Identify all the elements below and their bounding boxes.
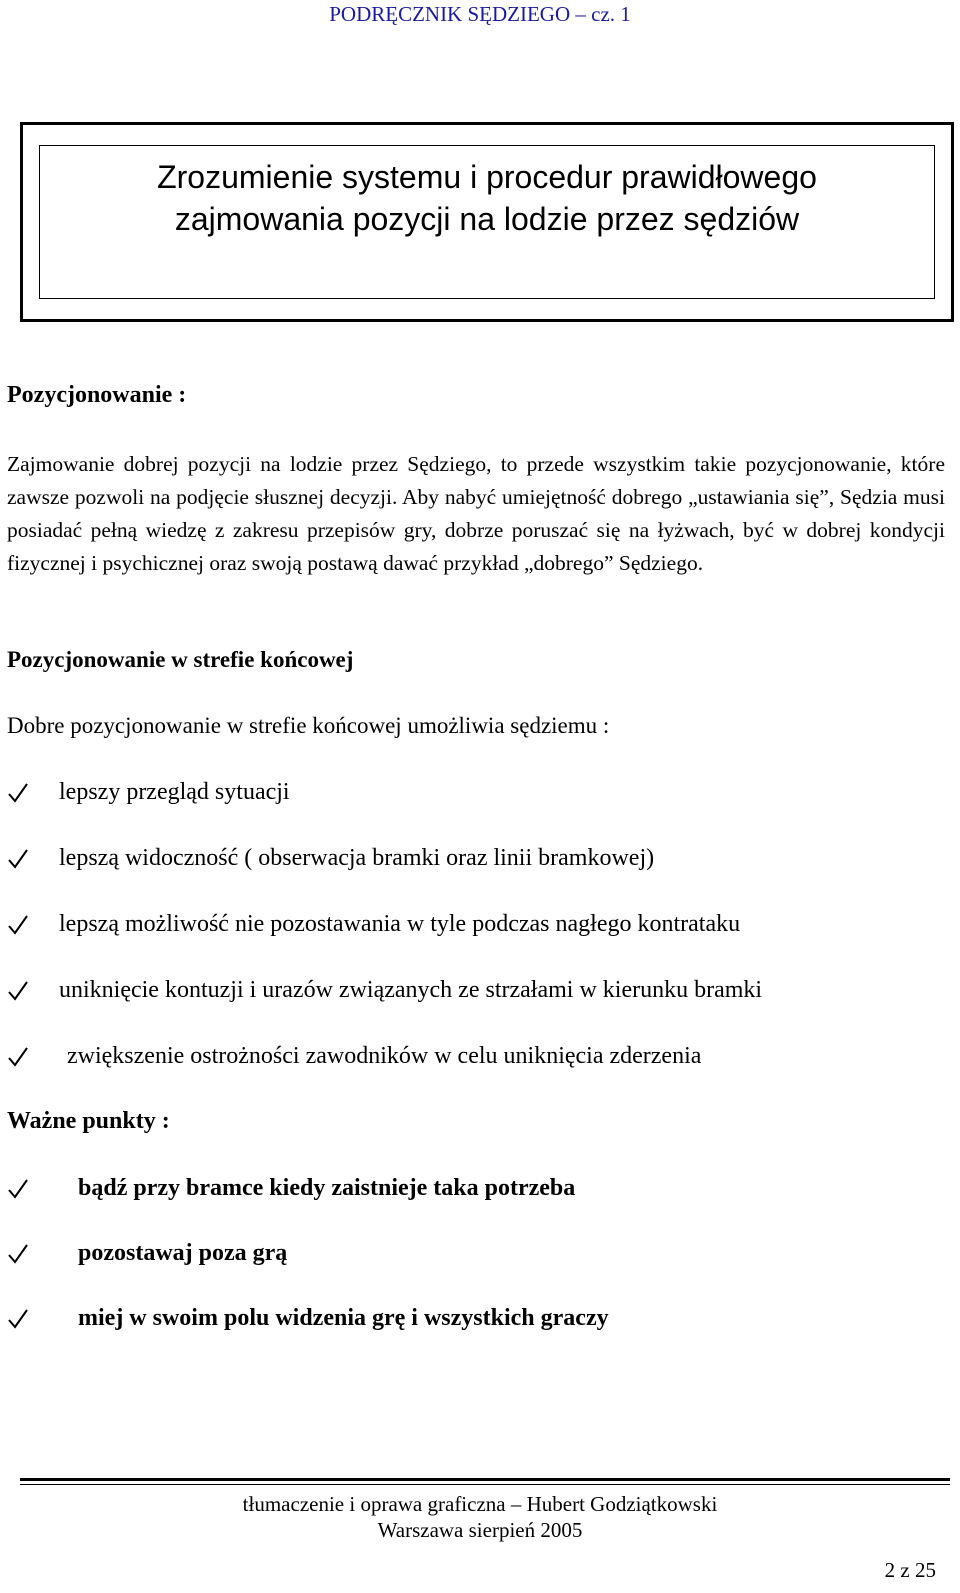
footer-credit: tłumaczenie i oprawa graficzna – Hubert Godziątkowski [242, 1492, 718, 1516]
list-item-text: uniknięcie kontuzji i urazów związanych ze strzałami w kierunku bramki [59, 977, 763, 1003]
title-box-inner [39, 145, 935, 299]
list-item-text: pozostawaj poza grą [78, 1240, 288, 1266]
checkmark-icon [7, 1177, 29, 1201]
checkmark-icon [7, 847, 29, 871]
section-heading-end-zone: Pozycjonowanie w strefie końcowej [7, 647, 354, 672]
checkmark-icon [7, 913, 29, 937]
footer-rule-thin [20, 1484, 950, 1485]
list-item-text: lepszy przegląd sytuacji [59, 779, 290, 805]
section-paragraph: Zajmowanie dobrej pozycji na lodzie przez Sędziego, to przede wszystkim takie pozycjonowanie, które zawsze pozwoli na podjęcie słusznej decyzji. Aby nabyć umiejętność dobrego „ustawiania się”, Sędzia musi posiadać pełną wiedzę z zakresu przepisów gry, dobrze poruszać się na łyżwach, być w dobrej kondycji fizycznej i psychicznej oraz swoją postawą dawać przykład „dobrego” Sędziego. [7, 452, 945, 575]
checkmark-icon [7, 781, 29, 805]
checkmark-icon [7, 1045, 29, 1069]
list-item-text: bądź przy bramce kiedy zaistnieje taka potrzeba [78, 1175, 576, 1201]
footer-date: Warszawa sierpień 2005 [377, 1518, 583, 1542]
footer-rule [20, 1478, 950, 1481]
document-title [40, 156, 934, 240]
section-heading-positioning: Pozycjonowanie : [7, 382, 187, 408]
running-header: PODRĘCZNIK SĘDZIEGO – cz. 1 [329, 2, 631, 26]
section-heading-key-points: Ważne punkty : [7, 1108, 170, 1134]
list-item-text: lepszą możliwość nie pozostawania w tyle podczas nagłego kontrataku [59, 911, 741, 937]
end-zone-intro: Dobre pozycjonowanie w strefie końcowej umożliwia sędziemu : [7, 713, 610, 738]
page-number: 2 z 25 [884, 1558, 936, 1582]
list-item-text: lepszą widoczność ( obserwacja bramki oraz linii bramkowej) [59, 845, 655, 871]
checkmark-icon [7, 979, 29, 1003]
list-item-text: miej w swoim polu widzenia grę i wszystkich graczy [78, 1305, 609, 1331]
title-line-2: zajmowania pozycji na lodzie przez sędziów [174, 201, 800, 237]
checkmark-icon [7, 1307, 29, 1331]
checkmark-icon [7, 1242, 29, 1266]
list-item-text: zwiększenie ostrożności zawodników w celu uniknięcia zderzenia [67, 1043, 702, 1069]
title-line-1: Zrozumienie systemu i procedur prawidłowego [157, 159, 817, 195]
title-box [20, 122, 954, 322]
